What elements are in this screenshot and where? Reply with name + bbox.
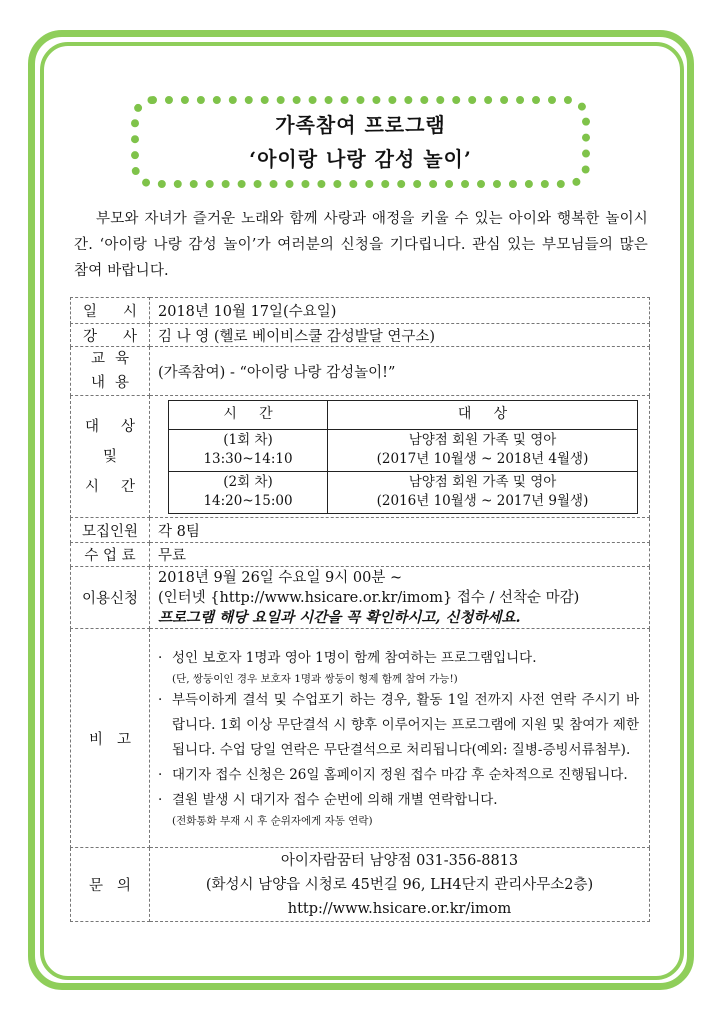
label-contact-b: 의: [116, 878, 131, 894]
session-1-target: 남양점 회원 가족 및 영아: [408, 432, 557, 448]
row-notes: [71, 629, 650, 848]
row-capacity: [71, 518, 650, 543]
label-instructor-b: 사: [122, 328, 137, 345]
schedule-row-2: [169, 471, 638, 513]
label-target-1b: 상: [120, 418, 135, 435]
note-4: · 결원 발생 시 대기자 접수 순번에 의해 개별 연락합니다.: [158, 788, 639, 813]
session-1-time: 13:30~14:10: [203, 451, 293, 467]
note-1: · 성인 보호자 1명과 영아 1명이 함께 참여하는 프로그램입니다.: [158, 646, 639, 671]
row-date: [71, 298, 650, 324]
label-content-b1: 내: [91, 375, 106, 391]
bullet-2: ·: [158, 692, 163, 708]
session-2-target: 남양점 회원 가족 및 영아: [408, 474, 557, 490]
label-target-2: 및: [102, 448, 117, 465]
value-instructor: 김 나 영 (헬로 베이비스쿨 감성발달 연구소): [150, 324, 650, 347]
header-time-a: 시: [223, 406, 237, 422]
label-date-a: 일: [83, 304, 98, 320]
session-1-range: (2017년 10월생 ~ 2018년 4월생): [376, 451, 589, 467]
label-notes-a: 비: [89, 731, 104, 748]
schedule-header: [169, 400, 638, 429]
bullet-4: ·: [158, 792, 163, 808]
header-target-a: 대: [457, 406, 472, 422]
row-contact: [71, 848, 650, 922]
label-notes-b: 고: [116, 731, 131, 748]
value-date: 2018년 10월 17일(수요일): [150, 298, 650, 324]
value-content: (가족참여) - “아이랑 나랑 감성놀이!”: [150, 347, 650, 396]
contact-line-1: 아이자람꿈터 남양점 031-356-8813: [280, 852, 519, 869]
bullet-3: ·: [158, 767, 163, 783]
row-instructor: [71, 324, 650, 347]
info-table: [70, 297, 650, 922]
label-instructor-a: 강: [83, 328, 98, 345]
title-box: [131, 96, 590, 188]
intro-paragraph: 부모와 자녀가 즐거운 노래와 함께 사랑과 애정을 키울 수 있는 아이와 행복한 놀이시간. ‘아이랑 나랑 감성 놀이’가 여러분의 신청을 기다립니다. 관심 있는 부모님들의 많은 참여 바랍니다.: [74, 211, 648, 279]
contact-url[interactable]: http://www.hsicare.or.kr/imom: [287, 900, 512, 917]
session-2-time: 14:20~15:00: [203, 493, 293, 509]
header-target-b: 상: [493, 406, 508, 422]
note-3: · 대기자 접수 신청은 26일 홈페이지 정원 접수 마감 후 순차적으로 진행됩니다.: [158, 763, 639, 788]
row-target: [71, 396, 650, 518]
label-target-1a: 대: [85, 418, 100, 435]
title-line-2: ‘아이랑 나랑 감성 놀이’: [249, 147, 472, 171]
note-2: · 부득이하게 결석 및 수업포기 하는 경우, 활동 1일 전까지 사전 연락 주시기 바랍니다. 1회 이상 무단결석 시 향후 이루어지는 프로그램에 지원 및 참여가 제한됩니다. 수업 당일 연락은 무단결석으로 처리됩니다(예외: 질병-증빙서류첨부).: [158, 688, 639, 763]
note-4-sub: (전화통화 부재 시 후 순위자에게 자동 연락): [172, 815, 373, 827]
apply-line-3: 프로그램 해당 요일과 시간을 꼭 확인하시고, 신청하세요.: [158, 608, 521, 626]
apply-line-2: (인터넷 {http://www.hsicare.or.kr/imom} 접수 / 선착순 마감): [158, 589, 580, 606]
label-target-3b: 간: [120, 478, 135, 495]
label-date-b: 시: [122, 304, 137, 320]
label-fee: 수 업 료: [71, 543, 150, 567]
value-capacity: 각 8팀: [150, 518, 650, 543]
label-target-3a: 시: [85, 478, 100, 495]
row-content: [71, 347, 650, 396]
title-line-1: 가족참여 프로그램: [275, 113, 446, 137]
contact-line-2: (화성시 남양읍 시청로 45번길 96, LH4단지 관리사무소2층): [205, 876, 594, 893]
bullet-1: ·: [158, 650, 163, 666]
label-apply: 이용신청: [71, 567, 150, 629]
session-2-round: (2회 차): [223, 474, 273, 490]
session-2-range: (2016년 10월생 ~ 2017년 9월생): [376, 493, 589, 509]
apply-line-1: 2018년 9월 26일 수요일 9시 00분 ~: [158, 569, 403, 586]
label-content-a1: 교: [91, 351, 106, 367]
schedule-row-1: [169, 429, 638, 471]
label-contact-a: 문: [89, 878, 104, 894]
schedule-table: [168, 400, 638, 514]
label-content-a2: 육: [114, 351, 129, 367]
row-apply: [71, 567, 650, 629]
label-capacity: 모집인원: [71, 518, 150, 543]
session-1-round: (1회 차): [223, 432, 273, 448]
note-1-sub: (단, 쌍둥이인 경우 보호자 1명과 쌍둥이 형제 함께 참여 가능!): [172, 673, 458, 685]
value-fee: 무료: [150, 543, 650, 567]
label-content-b2: 용: [114, 375, 129, 391]
header-time-b: 간: [259, 406, 273, 422]
row-fee: [71, 543, 650, 567]
